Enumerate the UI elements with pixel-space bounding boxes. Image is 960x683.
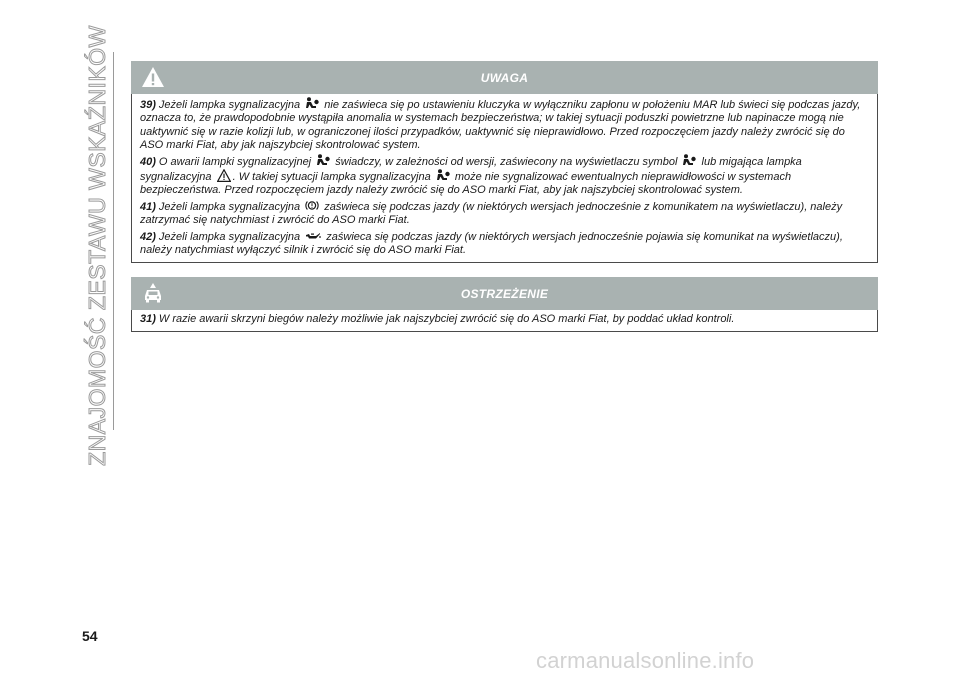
airbag-passenger-icon — [436, 169, 450, 182]
watermark: carmanualsonline.info — [536, 648, 755, 673]
caution-box-title: OSTRZEŻENIE — [460, 286, 549, 301]
warning-item-39 — [140, 97, 869, 153]
page-number: 54 — [82, 628, 98, 644]
warning-item-40 — [140, 154, 869, 198]
item-text: Jeżeli lampka sygnalizacyjna — [158, 230, 301, 243]
side-rule — [113, 52, 114, 430]
brake-system-icon — [305, 199, 319, 212]
item-text: O awarii lampki sygnalizacyjnej — [158, 155, 312, 168]
warning-box-body — [131, 94, 878, 263]
airbag-passenger-icon — [682, 154, 696, 167]
engine-oil-icon — [305, 229, 321, 242]
item-number: 39) — [140, 99, 156, 111]
item-text: Jeżeli lampka sygnalizacyjna — [158, 99, 301, 111]
caution-box — [131, 277, 878, 332]
item-number: 41) — [140, 200, 156, 213]
item-text: W razie awarii skrzyni biegów należy możliwie jak najszybciej zwrócić się do ASO marki Fiat, by poddać układ kontroli. — [158, 313, 735, 325]
caution-item-31 — [140, 313, 869, 326]
item-text: . W takiej sytuacji lampka sygnalizacyjna — [232, 171, 431, 184]
item-text: zaświeca się podczas jazdy (w niektórych wersjach jednocześnie z komunikatem na wyświetlaczu), należy zatrzymać się natychmiast i zwrócić do ASO marki Fiat. — [140, 200, 843, 227]
item-number: 40) — [140, 155, 156, 168]
warning-item-42 — [140, 229, 869, 258]
side-title-text: ZNAJOMOŚĆ ZESTAWU WSKAŹNIKÓW — [83, 24, 110, 466]
warning-triangle-icon — [217, 169, 231, 182]
warning-item-41 — [140, 199, 869, 228]
warning-box-title: UWAGA — [480, 70, 529, 85]
airbag-passenger-icon — [316, 154, 330, 167]
car-warning-icon — [141, 281, 165, 305]
item-number: 31) — [140, 313, 156, 325]
item-text: nie zaświeca się po ustawieniu kluczyka w wyłączniku zapłonu w położeniu MAR lub świeci się podczas jazdy, oznacza to, że prawdopodobnie wystąpiła anomalia w systemach bezpieczeństwa; w takiej sytuacji poduszki powietrzne lub napinacze mogą nie uaktywnić się w razie kolizji lub, w ograniczonej ilości przypadków, uaktywnić się nieprawidłowo. Przed rozpoczęciem jazdy należy zwrócić się do ASO marki Fiat, aby jak najszybciej skontrolować system. — [140, 99, 861, 152]
caution-box-header — [131, 277, 878, 310]
item-text: lub migająca lampka sygnalizacyjna — [140, 155, 802, 184]
item-text: zaświeca się podczas jazdy (w niektórych wersjach jednocześnie pojawia się komunikat na wyświetlaczu), należy natychmiast wyłączyć silnik i zwrócić się do ASO marki Fiat. — [140, 230, 843, 257]
item-text: może nie sygnalizować ewentualnych nieprawidłowości w systemach bezpieczeństwa. Przed rozpoczęciem jazdy należy zwrócić się do ASO marki Fiat, aby jak najszybciej skontrolować system. — [140, 171, 792, 197]
item-number: 42) — [140, 230, 156, 243]
item-text: świadczy, w zależności od wersji, zaświecony na wyświetlaczu symbol — [335, 155, 678, 168]
airbag-passenger-icon — [305, 97, 319, 110]
item-text: Jeżeli lampka sygnalizacyjna — [158, 200, 301, 213]
warning-box — [131, 61, 878, 263]
caution-box-body — [131, 310, 878, 332]
side-title — [82, 24, 112, 466]
warning-triangle-icon — [141, 65, 165, 89]
warning-box-header — [131, 61, 878, 94]
